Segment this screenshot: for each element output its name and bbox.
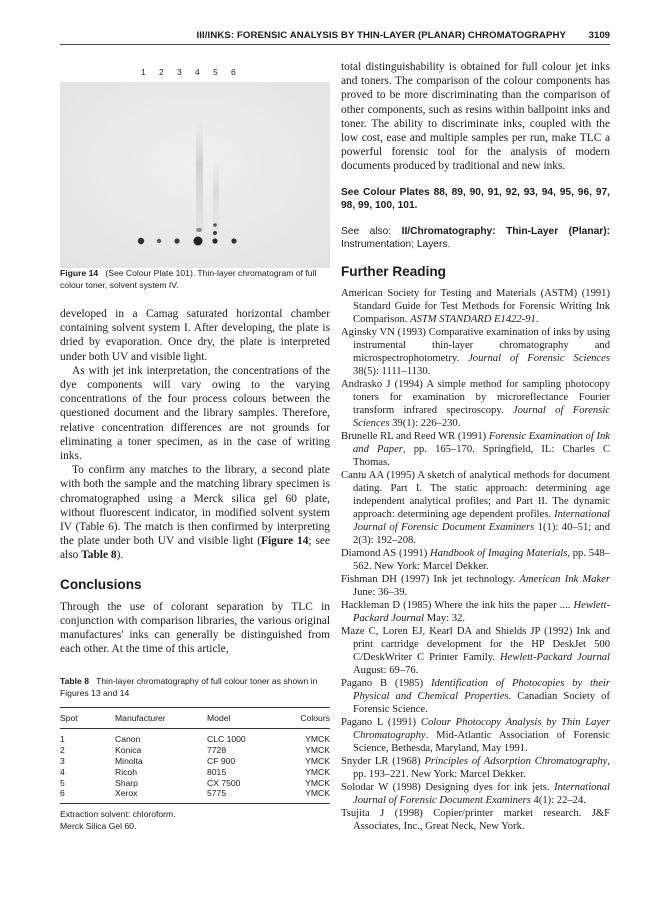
reference-item bbox=[341, 573, 610, 599]
paragraph-chamber: developed in a Camag saturated horizontal chamber containing solvent system I. After developing, the plate is dried by evaporation. Once dry, the plate is interpreted under both UV and visible light. bbox=[60, 308, 330, 363]
table-row bbox=[60, 788, 330, 803]
paragraph-interpretation: As with jet ink interpretation, the concentrations of the dye components will vary owing to the varying concentrations of the four process colours between the questioned document and the library samples. Therefore, relative concentration differences are not grounds for eliminating a toner specimen, as in the case of writing inks. bbox=[60, 364, 330, 463]
confirm-text-end: ). bbox=[116, 549, 124, 562]
see-also-link[interactable]: II/Chromatography: Thin-Layer (Planar): bbox=[401, 225, 610, 237]
reference-details: . Canadian Society of Forensic Science. bbox=[353, 691, 611, 715]
smear-lane-4 bbox=[196, 120, 203, 230]
reference-item bbox=[341, 547, 610, 573]
left-column bbox=[60, 60, 330, 832]
figure-ref: Figure 14 bbox=[261, 535, 309, 548]
reference-item bbox=[341, 677, 610, 716]
paragraph-distinguishability: total distinguishability is obtained for full colour jet inks and toners. The comparison of the colour components has proved to be more discriminating than the comparison of other components, such as resins within ballpoint inks and toner. The ability to discriminate inks, coupled with the low cost, ease and multiple samples per run, make TLC a powerful forensic tool for the analysis of modern documents produced by traditional and new inks. bbox=[341, 61, 610, 173]
table-label: Table 8 bbox=[60, 676, 89, 687]
cell-manufacturer: Sharp bbox=[115, 777, 138, 788]
spot-lane-3 bbox=[174, 238, 179, 243]
cell-model: 7728 bbox=[207, 745, 227, 756]
cell-spot: 3 bbox=[60, 756, 65, 767]
reference-source: American Ink Maker bbox=[519, 574, 610, 585]
reference-details: June: 36–39. bbox=[353, 587, 408, 598]
see-colour-plates bbox=[341, 186, 610, 213]
reference-item bbox=[341, 625, 610, 677]
confirm-text-a: To confirm any matches to the library, a second plate with both the sample and the matching library specimen is chromatographed using a Merck silica gel 60 plate, without fluorescent indicator, in modified solvent system IV (Table 6). The match is then confirmed by interpreting the plate under both UV and visible light ( bbox=[60, 464, 330, 548]
reference-item bbox=[341, 326, 610, 378]
reference-source: Journal of Forensic Sciences bbox=[353, 405, 610, 429]
lane-label-5: 5 bbox=[213, 67, 218, 77]
lane-label-6: 6 bbox=[231, 67, 236, 77]
see-also bbox=[341, 225, 610, 252]
cell-manufacturer: Minolta bbox=[115, 756, 143, 767]
reference-source: Hewlett-Packard Journal bbox=[353, 600, 610, 624]
table-row bbox=[60, 745, 330, 756]
header-colours: Colours bbox=[291, 708, 330, 729]
table-note-solvent: Extraction solvent: chloroform. bbox=[60, 809, 176, 820]
reference-details: 39(1): 226–230. bbox=[389, 418, 461, 429]
header-model: Model bbox=[207, 708, 291, 729]
cell-colours: YMCK bbox=[305, 756, 330, 767]
table-ref: Table 8 bbox=[81, 549, 117, 562]
reference-text: Tsujita J (1998) Copier/printer market research. J&F Associates, Inc., Great Neck, New York. bbox=[341, 808, 610, 832]
reference-text: Hackleman D (1985) Where the ink hits the paper .... bbox=[341, 600, 574, 611]
cell-manufacturer: Xerox bbox=[115, 788, 138, 799]
reference-details: . bbox=[535, 314, 539, 325]
cell-manufacturer: Ricoh bbox=[115, 766, 137, 777]
cell-spot: 1 bbox=[60, 734, 65, 745]
conclusions-heading: Conclusions bbox=[60, 576, 142, 592]
spot-lane-4-upper bbox=[196, 228, 202, 232]
reference-source: International Journal of Forensic Document Examiners bbox=[353, 509, 610, 533]
reference-text: Solodar W (1998) Designing dyes for ink jets. bbox=[341, 782, 555, 793]
reference-text: Aginsky VN (1993) Comparative examination of inks by using instrumental thin-layer chromatography and microspectrophotometry. bbox=[341, 327, 610, 364]
lane-label-2: 2 bbox=[159, 67, 164, 77]
figure-label: Figure 14 bbox=[60, 268, 99, 278]
reference-text: Andrasko J (1994) A simple method for sampling photocopy toners for examination by microreflectance Fourier transform infrared spectroscopy. bbox=[341, 379, 610, 416]
reference-details: , pp. 548–562. New York: Marcel Dekker. bbox=[353, 548, 610, 572]
table-note-plate: Merck Silica Gel 60. bbox=[60, 820, 137, 831]
reference-item bbox=[341, 469, 610, 547]
reference-details: , pp. 193–221. New York: Marcel Dekker. bbox=[353, 756, 610, 780]
spot-lane-5-mid bbox=[213, 231, 217, 235]
cell-spot: 2 bbox=[60, 745, 65, 756]
table-header-row bbox=[60, 708, 330, 729]
reference-item bbox=[341, 378, 610, 430]
reference-source: Journal of Forensic Sciences bbox=[468, 353, 610, 364]
reference-details: . Mid-Atlantic Association of Forensic Science, Bethesda, Maryland, May 1991. bbox=[353, 730, 610, 754]
cell-model: 8015 bbox=[207, 766, 227, 777]
spot-lane-2 bbox=[157, 239, 161, 243]
reference-text: Pagano B (1985) bbox=[341, 678, 431, 689]
lane-label-4: 4 bbox=[195, 67, 200, 77]
spot-lane-1 bbox=[138, 238, 144, 244]
reference-text: Snyder LR (1968) bbox=[341, 756, 425, 767]
header-manufacturer: Manufacturer bbox=[115, 708, 207, 729]
reference-details: 1(1): 40–51; and 2(3): 192–208. bbox=[353, 522, 610, 546]
reference-details: , pp. 165–170. Springfield, IL: Charles C Thomas. bbox=[353, 444, 610, 468]
cell-spot: 5 bbox=[60, 777, 65, 788]
reference-source: Hewlett-Packard Journal bbox=[500, 652, 610, 663]
table-row bbox=[60, 767, 330, 778]
see-also-label: See also: bbox=[341, 225, 392, 237]
cell-model: 5775 bbox=[207, 788, 227, 799]
cell-colours: YMCK bbox=[305, 788, 330, 799]
reference-text: American Society for Testing and Materials (ASTM) (1991) Standard Guide for Test Methods for Forensic Writing Ink Comparison. bbox=[341, 288, 610, 325]
table-row bbox=[60, 729, 330, 745]
spot-lane-5 bbox=[212, 238, 217, 243]
confirm-text-mid: ; see also bbox=[60, 535, 331, 562]
cell-model: CF 900 bbox=[207, 756, 236, 767]
tlc-figure bbox=[60, 60, 330, 268]
header-spot: Spot bbox=[60, 708, 115, 729]
reference-item bbox=[341, 807, 610, 833]
tlc-plate-image bbox=[60, 60, 330, 268]
further-reading-heading: Further Reading bbox=[341, 264, 446, 279]
cell-model: CX 7500 bbox=[207, 777, 241, 788]
toner-table bbox=[60, 707, 330, 804]
reference-text: Brunelle RL and Reed WR (1991) bbox=[341, 431, 489, 442]
smear-lane-5 bbox=[213, 160, 219, 230]
reference-details: August: 69–76. bbox=[353, 665, 419, 676]
reference-source: Handbook of Imaging Materials bbox=[430, 548, 568, 559]
reference-item bbox=[341, 755, 610, 781]
table-row bbox=[60, 778, 330, 789]
reference-text: Diamond AS (1991) bbox=[341, 548, 431, 559]
running-title: III/INKS: FORENSIC ANALYSIS BY THIN-LAYER (PLANAR) CHROMATOGRAPHY bbox=[196, 30, 566, 41]
cell-colours: YMCK bbox=[305, 745, 330, 756]
reference-item bbox=[341, 287, 610, 326]
see-also-rest[interactable]: Instrumentation; Layers. bbox=[341, 239, 451, 251]
running-header bbox=[60, 30, 610, 45]
reference-text: Pagano L (1991) bbox=[341, 717, 421, 728]
reference-list bbox=[341, 287, 610, 833]
figure-caption bbox=[60, 268, 330, 291]
paragraph-conclusions: Through the use of colorant separation by TLC in conjunction with comparison libraries, the various original manufactures' inks can generally be distinguished from each other. At the time of this article, bbox=[60, 600, 330, 656]
reference-item bbox=[341, 781, 610, 807]
table-caption bbox=[60, 676, 330, 699]
table-caption-text: Thin-layer chromatography of full colour toner as shown in Figures 13 and 14 bbox=[60, 676, 318, 698]
reference-source: Principles of Adsorption Chromatography bbox=[424, 756, 608, 767]
cell-colours: YMCK bbox=[305, 734, 330, 745]
reference-source: ASTM STANDARD E1422-91 bbox=[410, 314, 536, 325]
reference-item bbox=[341, 716, 610, 755]
reference-details: 38(5): 1111–1130. bbox=[353, 366, 431, 377]
reference-text: Cantu AA (1995) A sketch of analytical methods for document dating. Part I. The static approach: determining age independent analytical profiles; and Part II. The dynamic approach: determining age dependent profiles. bbox=[341, 470, 610, 520]
cell-manufacturer: Canon bbox=[115, 734, 141, 745]
figure-caption-text: (See Colour Plate 101). Thin-layer chromatogram of full colour toner, solvent system IV. bbox=[60, 268, 317, 290]
reference-source: Colour Photocopy Analysis by Thin Layer Chromatography bbox=[353, 717, 610, 741]
see-colour-plates-text: See Colour Plates 88, 89, 90, 91, 92, 93, 94, 95, 96, 97, 98, 99, 100, 101. bbox=[341, 186, 610, 212]
spot-lane-4 bbox=[194, 237, 203, 246]
spot-lane-5-top bbox=[213, 223, 217, 227]
reference-source: International Journal of Forensic Document Examiners bbox=[353, 782, 610, 806]
cell-spot: 4 bbox=[60, 766, 65, 777]
spot-lane-6 bbox=[231, 238, 236, 243]
table-row bbox=[60, 756, 330, 767]
reference-source: Forensic Examination of Ink and Paper bbox=[353, 431, 610, 455]
reference-text: Fishman DH (1997) Ink jet technology. bbox=[341, 574, 520, 585]
cell-colours: YMCK bbox=[305, 766, 330, 777]
reference-details: 4(1): 22–24. bbox=[530, 795, 586, 806]
reference-item bbox=[341, 599, 610, 625]
lane-label-1: 1 bbox=[141, 67, 146, 77]
cell-manufacturer: Konica bbox=[115, 745, 142, 756]
paragraph-confirm bbox=[60, 463, 330, 562]
reference-source: Identification of Photocopies by their Physical and Chemical Properties bbox=[353, 678, 610, 702]
cell-colours: YMCK bbox=[305, 777, 330, 788]
right-column bbox=[341, 60, 610, 833]
cell-model: CLC 1000 bbox=[207, 734, 246, 745]
lane-label-3: 3 bbox=[177, 67, 182, 77]
page-number: 3109 bbox=[588, 30, 610, 41]
reference-item bbox=[341, 430, 610, 469]
reference-text: Maze C, Loren EJ, Kearl DA and Shields JP (1992) Ink and print cartridge development for the HP DeskJet 500 C/DeskWriter C Printer Family. bbox=[341, 626, 610, 663]
cell-spot: 6 bbox=[60, 788, 65, 799]
reference-details: May: 32. bbox=[424, 613, 466, 624]
